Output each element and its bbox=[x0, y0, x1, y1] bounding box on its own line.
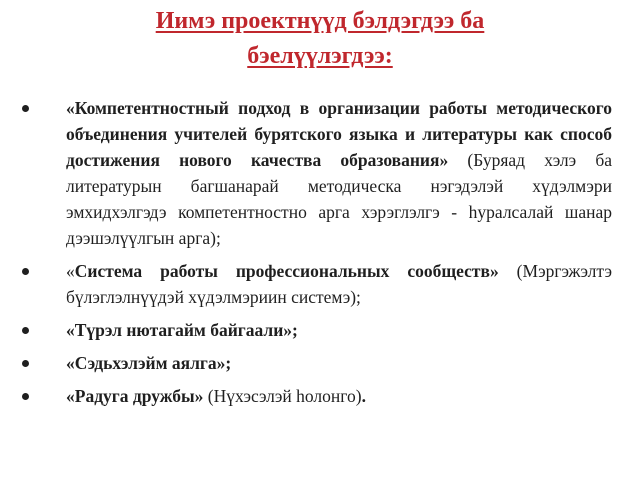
list-item bbox=[22, 258, 612, 310]
bullet-icon bbox=[22, 360, 29, 367]
item-bold-text: Система работы профессиональных сообществ» bbox=[74, 261, 499, 281]
list-item bbox=[22, 383, 612, 409]
item-bold-text: «Сэдьхэлэйм аялга»; bbox=[66, 353, 232, 373]
item-normal-text: (Буряад хэлэ ба литературын багшанарай методическа нэгэдэлэй хүдэлмэри эмхидхэлгэдэ компетентностно арга хэрэглэлгэ - һуралсалай шанар дээшэлүүлгын арга); bbox=[66, 150, 612, 248]
title-line-1: Иимэ проектнүүд бэлдэгдээ ба bbox=[155, 8, 485, 34]
item-normal-text: (Нүхэсэлэй һолонго) bbox=[203, 386, 362, 406]
item-normal-text: (Мэргэжэлтэ бүлэглэлнүүдэй хүдэлмэриин системэ); bbox=[66, 261, 612, 307]
bullet-icon bbox=[22, 327, 29, 334]
list-item bbox=[22, 95, 612, 251]
item-suffix-text: . bbox=[361, 386, 366, 406]
item-bold-text: «Радуга дружбы» bbox=[66, 386, 204, 406]
item-prefix-text: « bbox=[66, 261, 75, 281]
list-item bbox=[22, 350, 612, 376]
list-item bbox=[22, 317, 612, 343]
title-line-2: бэелүүлэгдээ: bbox=[247, 43, 393, 69]
slide-title bbox=[60, 4, 580, 74]
item-bold-text: «Компетентностный подход в организации работы методического объединения учителей бурятского языка и литературы как способ достижения нового качества образования» bbox=[66, 98, 612, 170]
bullet-icon bbox=[22, 393, 29, 400]
item-bold-text: «Түрэл нютагайм байгаали»; bbox=[66, 320, 298, 340]
project-list bbox=[22, 95, 612, 416]
bullet-icon bbox=[22, 268, 29, 275]
bullet-icon bbox=[22, 105, 29, 112]
